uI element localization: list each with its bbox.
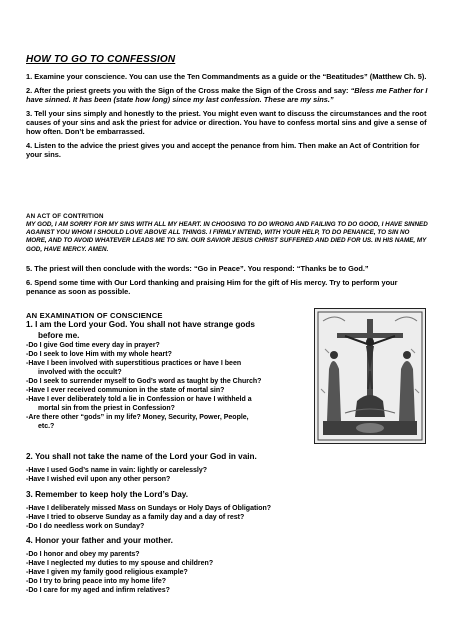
commandment-2-title: 2. You shall not take the name of the Lord your God in vain.	[26, 452, 257, 461]
examination-heading: AN EXAMINATION OF CONSCIENCE	[26, 311, 163, 320]
question: -Do I seek to love Him with my whole heart?	[26, 351, 172, 358]
page-title: HOW TO GO TO CONFESSION	[26, 54, 176, 65]
commandment-4-title: 4. Honor your father and your mother.	[26, 536, 173, 545]
question: -Have I wished evil upon any other person?	[26, 475, 171, 483]
steps-list	[26, 72, 428, 164]
question: -Have I neglected my duties to my spouse and children?	[26, 559, 214, 567]
question: -Are there other “gods” in my life? Money, Security, Power, People,	[26, 414, 249, 421]
step-6: 6. Spend some time with Our Lord thanking and praising Him for the gift of His mercy. Try to perform your penance as soon as possible.	[26, 278, 398, 296]
question: -Have I been involved with superstitious practices or have I been	[26, 360, 242, 367]
act-of-contrition	[26, 213, 428, 254]
crucifixion-image	[314, 308, 426, 444]
step-2-quote: “Bless me Father for I have sinned. It has been (state how long) since my last confession. These are my sins.”	[26, 86, 428, 104]
commandment-3	[26, 490, 426, 531]
commandment-3-title: 3. Remember to keep holy the Lord’s Day.	[26, 490, 188, 499]
question: -Do I do needless work on Sunday?	[26, 522, 145, 530]
question: -Do I honor and obey my parents?	[26, 550, 140, 558]
question-cont: mortal sin from the priest in Confession?	[38, 405, 175, 412]
question: -Have I deliberately missed Mass on Sundays or Holy Days of Obligation?	[26, 504, 272, 512]
step-2-text: 2. After the priest greets you with the Sign of the Cross make the Sign of the Cross and say:	[26, 86, 351, 95]
commandment-4	[26, 536, 426, 595]
step-1: 1. Examine your conscience. You can use the Ten Commandments as a guide or the “Beatitudes” (Matthew Ch. 5).	[26, 72, 427, 81]
question: -Have I tried to observe Sunday as a family day and a day of rest?	[26, 513, 245, 521]
question: -Have I used God’s name in vain: lightly or carelessly?	[26, 466, 208, 474]
question: -Do I try to bring peace into my home life?	[26, 577, 167, 585]
contrition-prayer: MY GOD, I AM SORRY FOR MY SINS WITH ALL MY HEART. IN CHOOSING TO DO WRONG AND FAILING TO DO GOOD, I HAVE SINNED AGAINST YOU WHOM I SHOULD LOVE ABOVE ALL THINGS. I FIRMLY INTEND, WITH YOUR HELP, TO DO PENANCE, TO SIN NO MORE, AND TO AVOID WHATEVER LEADS ME TO SIN. OUR SAVIOR JESUS CHRIST SUFFERED AND DIED FOR US. IN HIS NAME, MY GOD, HAVE MERCY. AMEN.	[26, 221, 428, 253]
crucifixion-illustration	[315, 309, 425, 443]
step-4: 4. Listen to the advice the priest gives you and accept the penance from him. Then make an Act of Contrition for your sins.	[26, 141, 420, 159]
question: -Do I give God time every day in prayer?	[26, 342, 160, 349]
commandment-1-title-cont: before me.	[38, 330, 80, 340]
step-5: 5. The priest will then conclude with the words: “Go in Peace”. You respond: “Thanks be to God.”	[26, 264, 369, 273]
question-cont: etc.?	[38, 423, 55, 430]
figure-right	[399, 361, 415, 421]
question: -Have I given my family good religious example?	[26, 568, 188, 576]
question: -Do I care for my aged and infirm relatives?	[26, 586, 170, 594]
question-cont: involved with the occult?	[38, 369, 122, 376]
contrition-heading: AN ACT OF CONTRITION	[26, 213, 104, 220]
commandment-1	[26, 320, 314, 431]
figure-left	[327, 361, 341, 421]
step-3: 3. Tell your sins simply and honestly to the priest. You might even want to discuss the circumstances and the root causes of your sins and ask the priest for advice or direction. You have to confess mortal sins and give a sense of how often. Don’t be embarrassed.	[26, 109, 427, 136]
step-2	[26, 86, 428, 104]
question: -Have I ever deliberately told a lie in Confession or have I withheld a	[26, 396, 252, 403]
final-steps	[26, 264, 428, 301]
commandment-2	[26, 452, 426, 484]
commandment-1-title: 1. I am the Lord your God. You shall not have strange gods	[26, 320, 255, 329]
question: -Do I seek to surrender myself to God’s word as taught by the Church?	[26, 378, 262, 385]
question: -Have I ever received communion in the state of mortal sin?	[26, 387, 225, 394]
